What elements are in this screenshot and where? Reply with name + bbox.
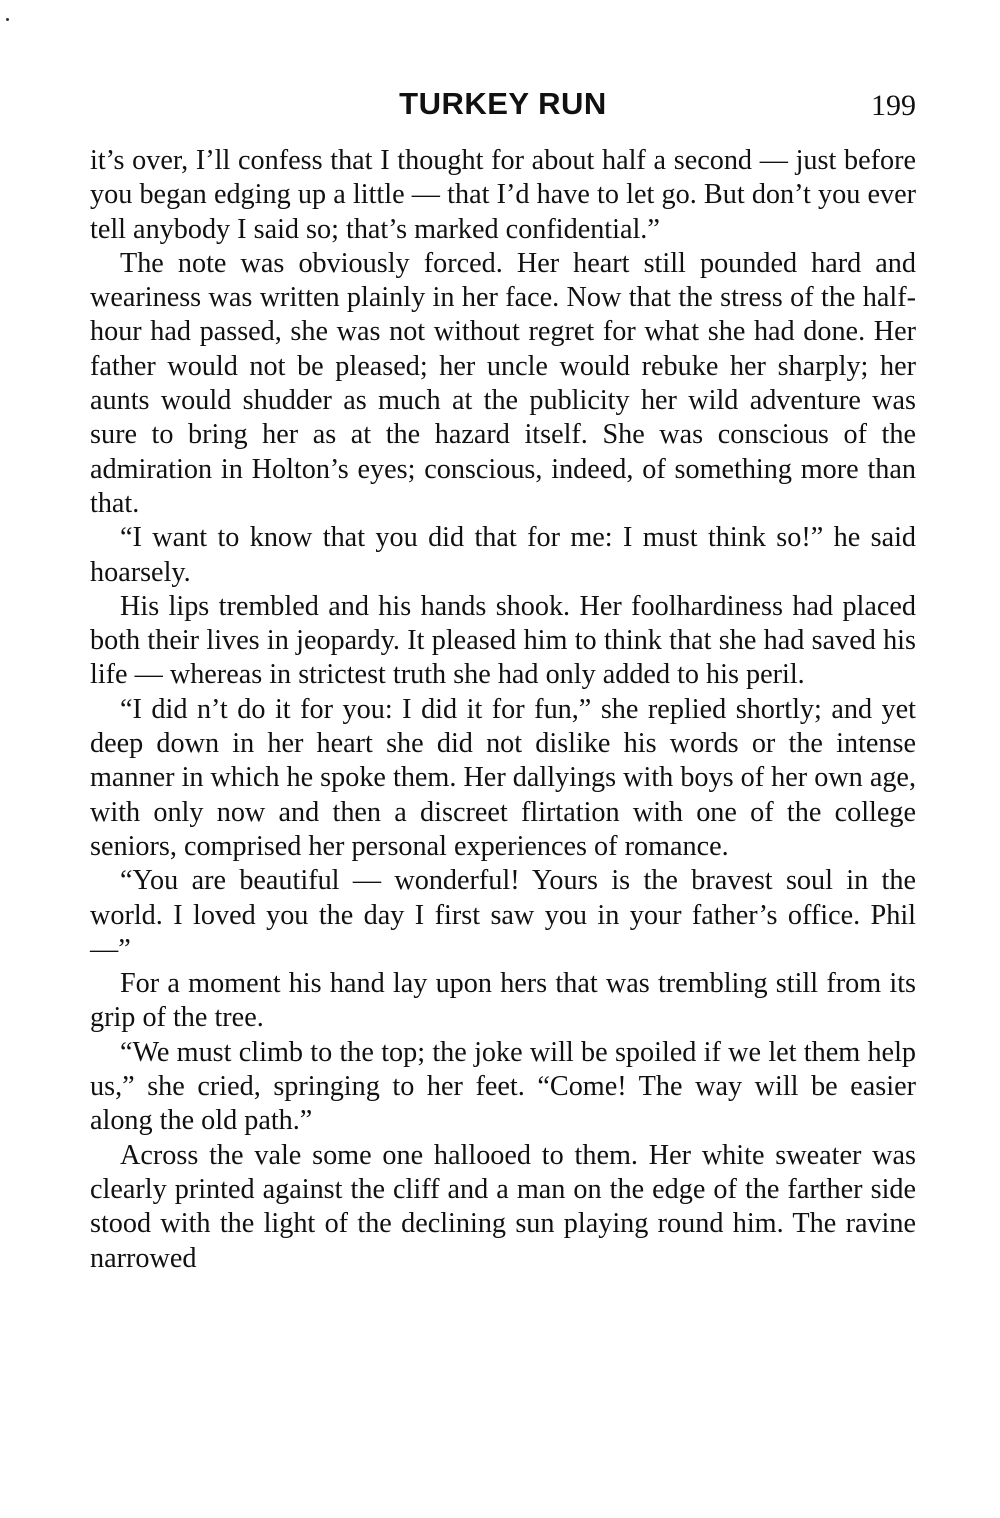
paragraph: “I want to know that you did that for me: I must think so!” he said hoarsely. bbox=[90, 522, 916, 588]
scan-speck bbox=[6, 18, 9, 21]
paragraph: For a moment his hand lay upon hers that was trembling still from its grip of the tree. bbox=[90, 968, 916, 1034]
paragraph: “I did n’t do it for you: I did it for fun,” she replied shortly; and yet deep down in her heart she did not dislike his words or the intense manner in which he spoke them. Her dallyings with boys of her own age, with only now and then a discreet flirtation with one of the college seniors, comprised her personal experiences of romance. bbox=[90, 693, 916, 862]
paragraph: Across the vale some one hallooed to them. Her white sweater was clearly printed against the cliff and a man on the edge of the farther side stood with the light of the declining sun playing round him. The ravine narrowed bbox=[90, 1139, 916, 1274]
paragraph: His lips trembled and his hands shook. Her foolhardiness had placed both their lives in jeopardy. It pleased him to think that she had saved his life — whereas in strictest truth she had only added to his peril. bbox=[90, 590, 916, 691]
page-number: 199 bbox=[871, 89, 916, 122]
body-text bbox=[90, 144, 916, 1276]
paragraph: “We must climb to the top; the joke will be spoiled if we let them help us,” she cried, springing to her feet. “Come! The way will be easier along the old path.” bbox=[90, 1036, 916, 1137]
page-header bbox=[90, 84, 916, 124]
running-title: TURKEY RUN bbox=[399, 86, 607, 121]
paragraph: The note was obviously forced. Her heart still pounded hard and weariness was written plainly in her face. Now that the stress of the half-hour had passed, she was not without regret for what she had done. Her father would not be pleased; her uncle would rebuke her sharply; her aunts would shudder as much at the publicity her wild adventure was sure to bring her as at the hazard itself. She was conscious of the admiration in Holton’s eyes; conscious, indeed, of something more than that. bbox=[90, 247, 916, 519]
paragraph: it’s over, I’ll confess that I thought for about half a second — just before you began edging up a little — that I’d have to let go. But don’t you ever tell anybody I said so; that’s marked confidential.” bbox=[90, 145, 916, 245]
paragraph: “You are beautiful — wonderful! Yours is the bravest soul in the world. I loved you the day I first saw you in your father’s office. Phil —” bbox=[90, 865, 916, 965]
